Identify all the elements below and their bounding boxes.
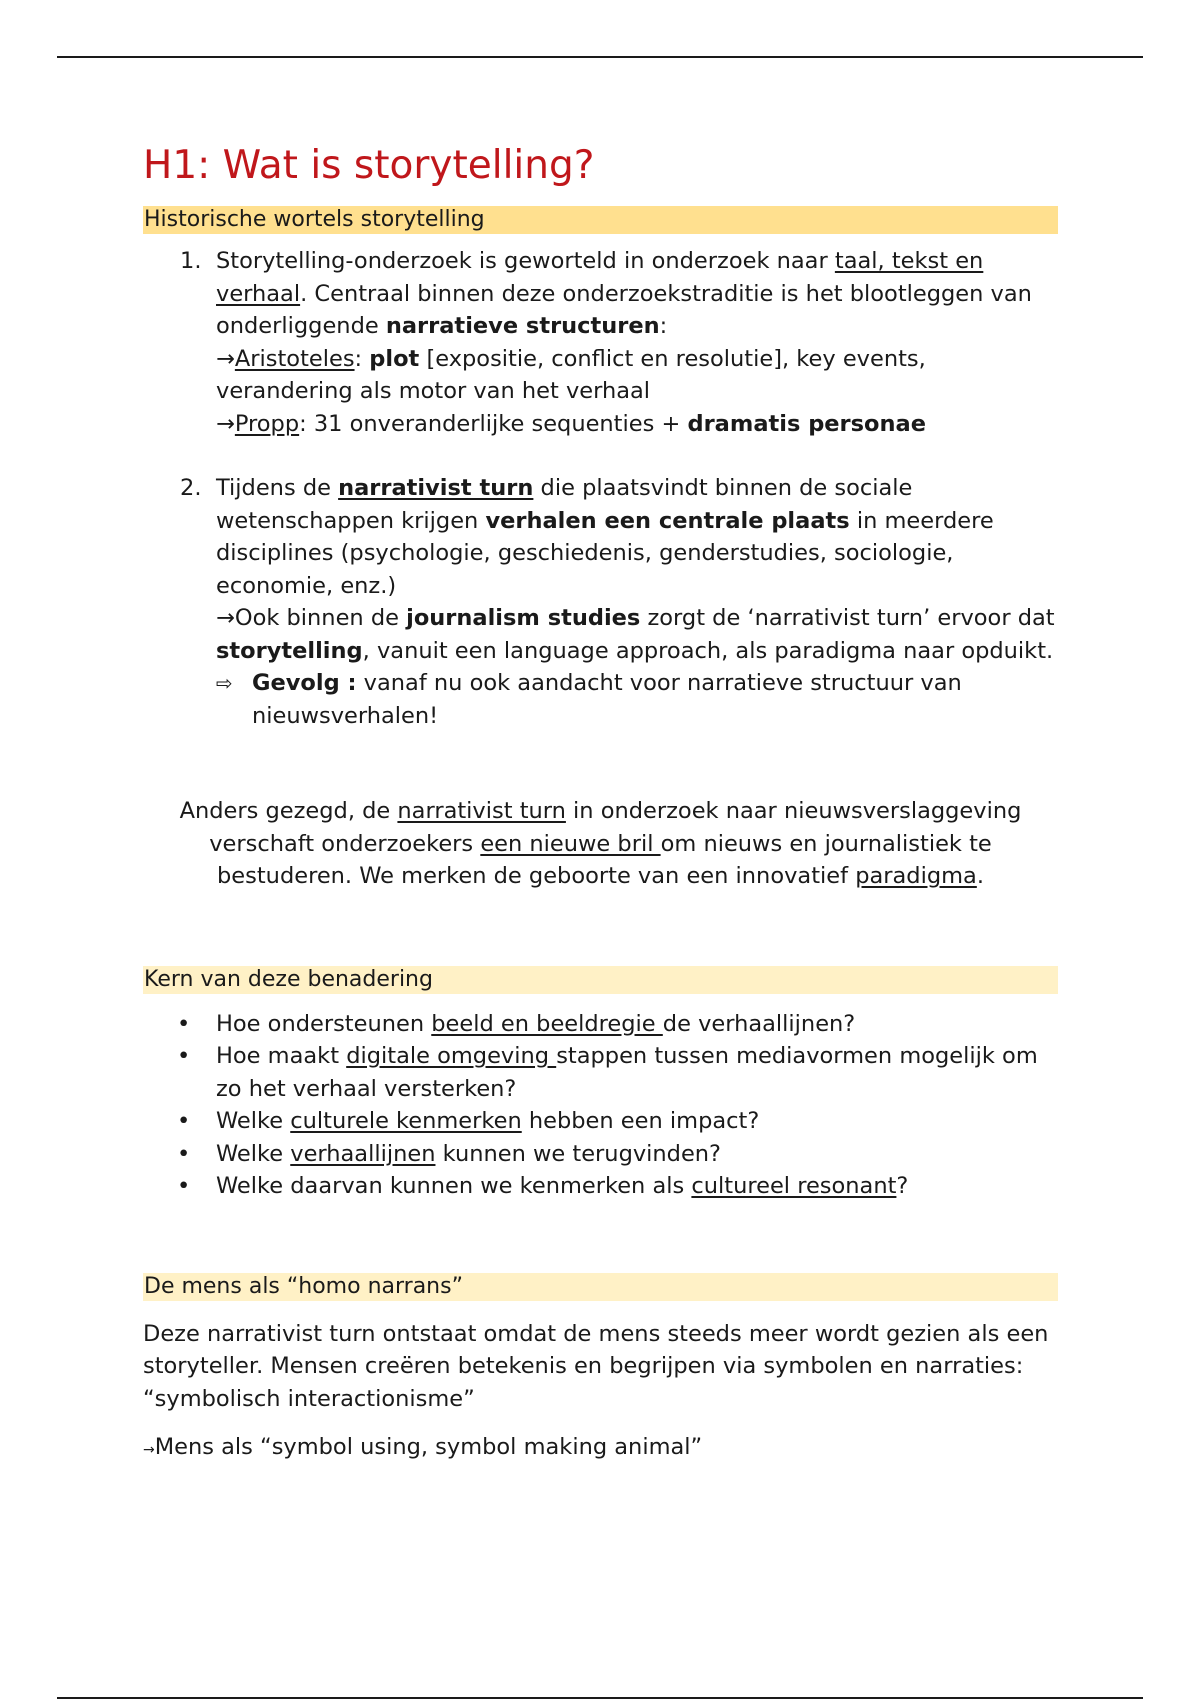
list-item-1: [143, 245, 1058, 440]
section-heading-homo-narrans: De mens als “homo narrans”: [143, 1273, 1058, 1301]
item-1-text: Storytelling-onderzoek is geworteld in onderzoek naar taal, tekst en verhaal. Centraal binnen deze onderzoekstraditie is het blootleggen van onderliggende narratieve structuren:: [216, 248, 1032, 339]
list-item: • Welke culturele kenmerken hebben een impact?: [143, 1105, 1058, 1138]
arrow-right-outline-icon: ⇨: [216, 671, 233, 695]
homo-narrans-paragraph: Deze narrativist turn ontstaat omdat de mens steeds meer wordt gezien als een storyteller. Mensen creëren betekenis en begrijpen via symbolen en narraties: “symbolisch interactionisme”: [143, 1320, 1049, 1412]
journalism-studies-line: →Ook binnen de journalism studies zorgt de ‘narrativist turn’ ervoor dat: [216, 605, 1055, 631]
arrow-icon: →: [216, 345, 235, 372]
list-item: • Hoe maakt digitale omgeving stappen tussen mediavormen mogelijk om zo het verhaal versterken?: [143, 1040, 1058, 1105]
bullet-icon: •: [177, 1010, 191, 1037]
list-item: • Hoe ondersteunen beeld en beeldregie de verhaallijnen?: [143, 1008, 1058, 1041]
page-content: [143, 138, 1058, 1467]
arrow-icon: →: [143, 1442, 155, 1458]
bold-underline-narrativist-turn: narrativist turn: [338, 475, 534, 501]
propp-line: →Propp: 31 onveranderlijke sequenties + dramatis personae: [216, 410, 926, 437]
bullet-icon: •: [177, 1140, 191, 1167]
gevolg-item: ⇨ Gevolg : vanaf nu ook aandacht voor narratieve structuur van nieuwsverhalen!: [216, 667, 1058, 732]
section-heading-kern: Kern van deze benadering: [143, 966, 1058, 994]
underline-taal-tekst-verhaal: taal, tekst en verhaal: [216, 248, 984, 307]
summary-paragraph: Anders gezegd, de narrativist turn in onderzoek naar nieuwsverslaggeving verschaft onderzoekers een nieuwe bril om nieuws en journalistiek te bestuderen. We merken de geboorte van een innovatief paradigma.: [179, 798, 1022, 889]
item-2-text: Tijdens de narrativist turn die plaatsvindt binnen de sociale wetenschappen krijgen verhalen een centrale plaats in meerdere disciplines (psychologie, geschiedenis, genderstudies, sociologie, economie, enz.): [216, 475, 994, 599]
list-item-2: [143, 472, 1058, 732]
bullet-icon: •: [177, 1173, 191, 1199]
section-heading-historische-wortels: Historische wortels storytelling: [143, 206, 1058, 234]
arrow-icon: →: [216, 410, 235, 437]
footer-rule: [57, 1697, 1143, 1699]
header-rule: [57, 56, 1143, 58]
bullet-list: [143, 1008, 1058, 1203]
symbol-quote-line: →Mens als “symbol using, symbol making animal”: [143, 1434, 703, 1460]
aristoteles-line: →Aristoteles: plot [expositie, conflict en resolutie], key events, verandering als motor van het verhaal: [216, 345, 926, 404]
list-item: • Welke verhaallijnen kunnen we terugvinden?: [143, 1138, 1058, 1171]
list-number: 2.: [180, 475, 202, 501]
storytelling-line: storytelling, vanuit een language approach, als paradigma naar opduikt.: [216, 637, 1054, 664]
bold-narratieve-structuren: narratieve structuren: [385, 313, 660, 339]
bullet-icon: •: [177, 1043, 191, 1069]
list-item: • Welke daarvan kunnen we kenmerken als cultureel resonant?: [143, 1170, 1058, 1203]
bullet-icon: •: [177, 1108, 191, 1134]
numbered-list: [143, 245, 1058, 732]
page-title: H1: Wat is storytelling?: [143, 143, 595, 188]
list-number: 1.: [180, 248, 202, 274]
